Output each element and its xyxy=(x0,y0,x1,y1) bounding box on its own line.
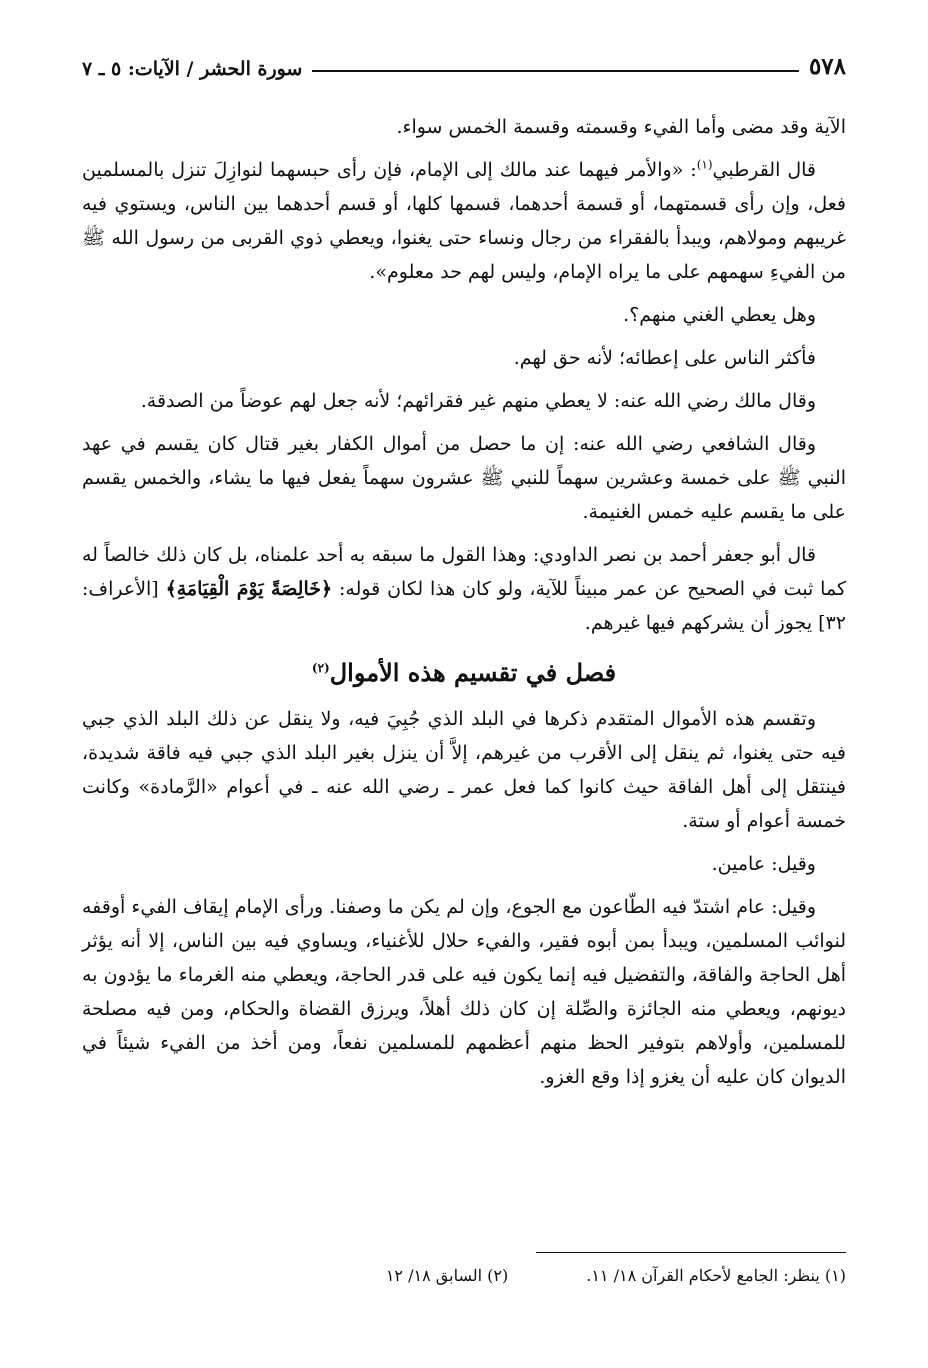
paragraph-shafii: وقال الشافعي رضي الله عنه: إن ما حصل من أموال الكفار بغير قتال كان يقسم في عهد النبي ﷺ على خمسة وعشرين سهماً للنبي ﷺ عشرون سهماً يفعل فيها ما يشاء، والخمس يقسم على ما يقسم عليه خمس الغنيمة. xyxy=(82,433,846,523)
paragraph-qurtubi xyxy=(82,153,846,289)
paragraph-answer: فأكثر الناس على إعطائه؛ لأنه حق لهم. xyxy=(513,347,816,369)
footnote-ref-2[interactable]: (٢) xyxy=(311,661,330,675)
qurtubi-quote: : «والأمر فيهما عند مالك إلى الإمام، فإن رأى حبسهما لنوازِلَ تنزل بالمسلمين فعل، وإن رأى قسمتهما، أو قسمة أحدهما، قسمها كلها، أو قسم أحدهما بين الناس، ويستوي فيه غريبهم ومولاهم، ويبدأ بالفقراء من رجال ونساء حتى يغنوا، ويعطي ذوي القربى من رسول الله ﷺ من الفيءِ سهمهم على ما يراه الإمام، وليس لهم حد معلوم». xyxy=(82,159,846,283)
footnote-1: (١) ينظر: الجامع لأحكام القرآن ١٨/ ١١. xyxy=(586,1266,846,1285)
section-title-text: فصل في تقسيم هذه الأموال xyxy=(329,658,617,687)
dawudi-lead: قال أبو جعفر أحمد بن نصر الداودي: وهذا القول ما سبقه به أحد علمناه، بل كان ذلك خالصاً له كما ثبت في الصحيح عن عمر مبيناً للآية، ولو كان هذا لكان قوله: xyxy=(82,544,847,600)
paragraph-dawudi xyxy=(82,538,846,640)
page-number: ٥٧٨ xyxy=(808,53,846,80)
page-body xyxy=(82,110,846,1103)
footnote-divider xyxy=(536,1252,846,1253)
paragraph-malik: وقال مالك رضي الله عنه: لا يعطي منهم غير فقرائهم؛ لأنه جعل لهم عوضاً من الصدقة. xyxy=(140,390,816,412)
footnote-ref-1[interactable]: (١) xyxy=(696,157,713,172)
paragraph-two-years: وقيل: عامين. xyxy=(711,853,816,875)
surah-info: سورة الحشر / الآيات: ٥ ـ ٧ xyxy=(82,58,303,80)
footnote-2: (٢) السابق ١٨/ ١٢ xyxy=(385,1266,509,1285)
section-title xyxy=(82,654,846,692)
quran-verse: ﴿خَالِصَةً يَوْمَ الْقِيَامَةِ﴾ xyxy=(165,578,333,600)
paragraph-question: وهل يعطي الغني منهم؟. xyxy=(623,304,816,326)
footnotes xyxy=(82,1262,846,1290)
qurtubi-lead: قال القرطبي xyxy=(712,159,816,181)
page-header xyxy=(82,40,846,80)
dawudi-tail: [الأعراف: ٣٢] يجوز أن يشركهم فيها غيرهم. xyxy=(82,578,846,634)
header-rule xyxy=(312,70,799,72)
paragraph-plague: وقيل: عام اشتدّ فيه الطّاعون مع الجوع، وإن لم يكن ما وصفنا. ورأى الإمام إيقاف الفيء أوقفه لنوائب المسلمين، ويبدأ بمن أبوه فقير، والفيء حلال للأغنياء، ويساوي فيه بين الناس، إلا أنه يؤثر أهل الحاجة والفاقة، والتفضيل فيه إنما يكون فيه على قدر الحاجة، ويعطي منه الغرماء ما يؤدون به ديونهم، ويعطي منه الجائزة والصِّلة إن كان ذلك أهلاً، ويرزق القضاة والحكام، ومن فيه مصلحة للمسلمين، وأولاهم بتوفير الحظ منهم أعظمهم للمسلمين نفعاً، ومن أخذ من الفيء شيئاً في الديوان كان عليه أن يغزو إذا وقع الغزو. xyxy=(82,896,846,1088)
paragraph-distribution: وتقسم هذه الأموال المتقدم ذكرها في البلد الذي جُبِيَ فيه، ولا ينقل عن ذلك البلد الذي جبي فيه حتى يغنوا، ثم ينقل إلى الأقرب من غيرهم، إلاَّ أن ينزل بغير البلد الذي جبي فيه فاقة شديدة، فينتقل إلى أهل الفاقة حيث كانوا كما فعل عمر ـ رضي الله عنه ـ في أعوام «الرَّمادة» وكانت خمسة أعوام أو ستة. xyxy=(82,708,846,832)
paragraph-1: الآية وقد مضى وأما الفيء وقسمته وقسمة الخمس سواء. xyxy=(396,116,846,138)
